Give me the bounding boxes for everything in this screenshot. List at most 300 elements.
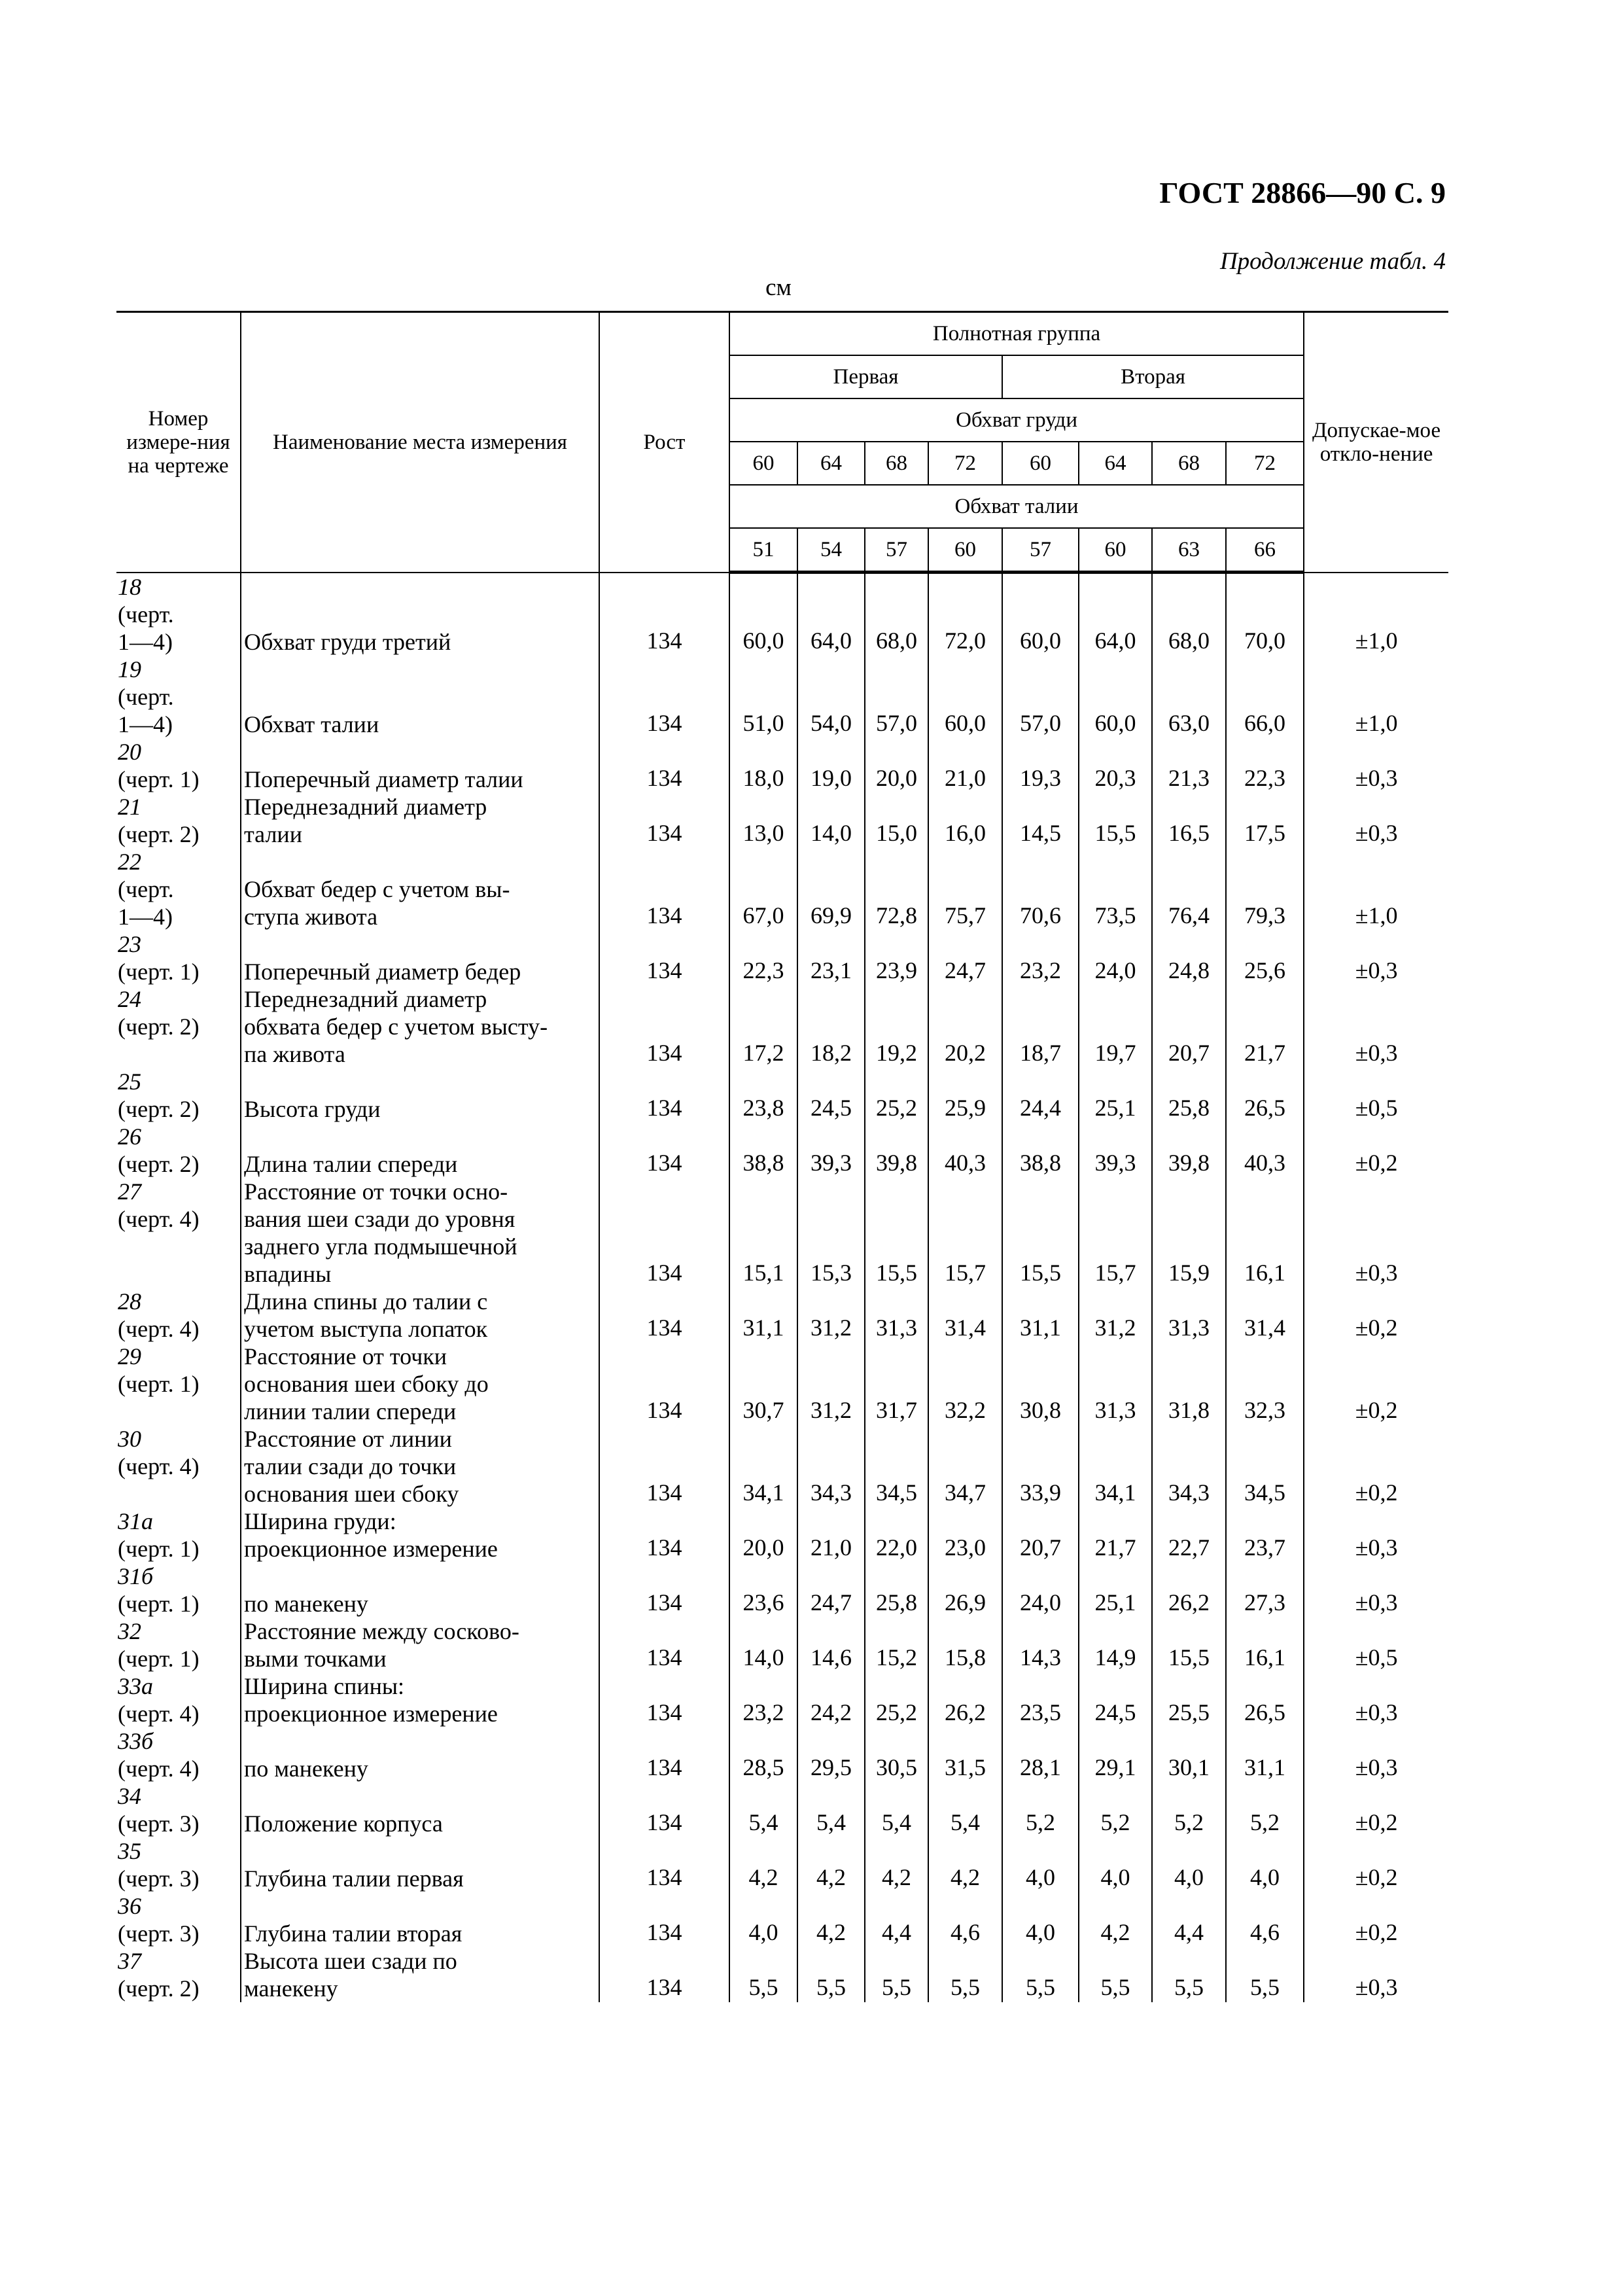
measure-value: 66,0 xyxy=(1226,656,1304,738)
measure-value: 5,5 xyxy=(865,1947,928,2002)
measure-number-cell xyxy=(116,573,241,656)
header-waist-value: 57 xyxy=(1002,528,1079,573)
measure-number: 37 xyxy=(118,1947,141,1974)
measure-value: 79,3 xyxy=(1226,848,1304,930)
header-waist-value: 63 xyxy=(1152,528,1226,573)
header-chest-value: 60 xyxy=(729,442,797,485)
measure-value: 4,4 xyxy=(1152,1892,1226,1947)
measure-value: 25,8 xyxy=(1152,1068,1226,1123)
height-value: 134 xyxy=(599,738,729,793)
measure-value: 69,9 xyxy=(797,848,865,930)
measure-value: 60,0 xyxy=(1079,656,1152,738)
measure-number: 35 xyxy=(118,1837,141,1864)
drawing-reference: (черт. 3) xyxy=(118,1920,200,1947)
measure-value: 30,7 xyxy=(729,1343,797,1425)
measure-value: 31,2 xyxy=(797,1288,865,1343)
measure-value: 39,8 xyxy=(865,1123,928,1178)
measure-value: 14,0 xyxy=(797,793,865,848)
measure-number-cell xyxy=(116,1672,241,1727)
measure-value: 23,0 xyxy=(928,1508,1002,1563)
measure-value: 31,1 xyxy=(1226,1727,1304,1782)
measure-value: 24,7 xyxy=(797,1563,865,1617)
tolerance-value: ±0,3 xyxy=(1304,1178,1448,1288)
drawing-reference: (черт. 4) xyxy=(118,1755,200,1782)
measure-value: 57,0 xyxy=(1002,656,1079,738)
measurements-table xyxy=(116,311,1448,2002)
measure-value: 4,0 xyxy=(1079,1837,1152,1892)
measure-value: 21,0 xyxy=(797,1508,865,1563)
table-continuation-note: Продолжение табл. 4 xyxy=(1219,248,1446,275)
measure-value: 38,8 xyxy=(729,1123,797,1178)
measure-value: 20,7 xyxy=(1152,985,1226,1068)
table-row xyxy=(116,1782,1448,1837)
table-row xyxy=(116,1727,1448,1782)
height-value: 134 xyxy=(599,1068,729,1123)
measure-value: 18,2 xyxy=(797,985,865,1068)
measure-value: 27,3 xyxy=(1226,1563,1304,1617)
tolerance-value: ±0,2 xyxy=(1304,1782,1448,1837)
measure-number: 28 xyxy=(118,1288,141,1315)
measure-value: 31,2 xyxy=(1079,1288,1152,1343)
measure-value: 5,4 xyxy=(865,1782,928,1837)
measure-number-cell xyxy=(116,1123,241,1178)
drawing-reference: (черт. 2) xyxy=(118,1013,200,1040)
measure-value: 15,7 xyxy=(1079,1178,1152,1288)
measure-number: 33а xyxy=(118,1672,153,1699)
measure-value: 15,5 xyxy=(1079,793,1152,848)
measure-name: Ширина груди: проекционное измерение xyxy=(241,1508,599,1563)
measure-number: 29 xyxy=(118,1343,141,1369)
measure-value: 60,0 xyxy=(928,656,1002,738)
measure-number-cell xyxy=(116,1563,241,1617)
measure-number-cell xyxy=(116,1727,241,1782)
table-row xyxy=(116,1672,1448,1727)
measure-name: Ширина спины: проекционное измерение xyxy=(241,1672,599,1727)
header-fullness-group: Полнотная группа xyxy=(729,312,1304,356)
measure-number: 24 xyxy=(118,985,141,1012)
measure-value: 15,0 xyxy=(865,793,928,848)
measure-value: 25,9 xyxy=(928,1068,1002,1123)
measure-name: Переднезадний диаметр обхвата бедер с учетом высту- па живота xyxy=(241,985,599,1068)
measure-value: 28,1 xyxy=(1002,1727,1079,1782)
measure-value: 23,9 xyxy=(865,930,928,985)
measure-value: 4,0 xyxy=(1152,1837,1226,1892)
measure-value: 5,2 xyxy=(1226,1782,1304,1837)
drawing-reference: (черт. 1) xyxy=(118,1370,200,1397)
tolerance-value: ±0,2 xyxy=(1304,1892,1448,1947)
measure-value: 5,2 xyxy=(1079,1782,1152,1837)
measure-value: 23,7 xyxy=(1226,1508,1304,1563)
tolerance-value: ±0,3 xyxy=(1304,930,1448,985)
measure-value: 31,4 xyxy=(928,1288,1002,1343)
measure-value: 20,0 xyxy=(729,1508,797,1563)
measure-value: 39,3 xyxy=(797,1123,865,1178)
measure-value: 5,5 xyxy=(928,1947,1002,2002)
measure-value: 23,6 xyxy=(729,1563,797,1617)
measure-name: Обхват талии xyxy=(241,656,599,738)
table-row xyxy=(116,1288,1448,1343)
measure-name: Глубина талии вторая xyxy=(241,1892,599,1947)
drawing-reference: (черт. 1) xyxy=(118,766,200,792)
height-value: 134 xyxy=(599,1782,729,1837)
measure-number-cell xyxy=(116,738,241,793)
measure-value: 23,5 xyxy=(1002,1672,1079,1727)
measure-value: 4,2 xyxy=(797,1892,865,1947)
measure-name: Расстояние от точки основания шеи сбоку до линии талии спереди xyxy=(241,1343,599,1425)
measure-value: 19,7 xyxy=(1079,985,1152,1068)
measure-value: 29,5 xyxy=(797,1727,865,1782)
measure-value: 26,2 xyxy=(1152,1563,1226,1617)
header-waist-value: 60 xyxy=(1079,528,1152,573)
measure-value: 21,0 xyxy=(928,738,1002,793)
measure-value: 21,3 xyxy=(1152,738,1226,793)
drawing-reference: (черт. 4) xyxy=(118,1700,200,1727)
measure-number: 21 xyxy=(118,793,141,820)
height-value: 134 xyxy=(599,1672,729,1727)
measure-number-cell xyxy=(116,1425,241,1508)
unit-label: см xyxy=(765,274,792,301)
measure-value: 15,9 xyxy=(1152,1178,1226,1288)
measure-value: 26,2 xyxy=(928,1672,1002,1727)
measure-value: 4,2 xyxy=(729,1837,797,1892)
measure-value: 24,0 xyxy=(1002,1563,1079,1617)
measure-value: 4,6 xyxy=(1226,1892,1304,1947)
measure-value: 34,5 xyxy=(1226,1425,1304,1508)
measure-value: 24,2 xyxy=(797,1672,865,1727)
measure-name: Расстояние от точки осно- вания шеи сзади до уровня заднего угла подмышечной впадины xyxy=(241,1178,599,1288)
measure-number-cell xyxy=(116,1508,241,1563)
measure-value: 26,5 xyxy=(1226,1672,1304,1727)
measure-value: 4,2 xyxy=(797,1837,865,1892)
header-tolerance: Допускае-мое откло-нение xyxy=(1304,312,1448,573)
drawing-reference: (черт. 4) xyxy=(118,1315,200,1342)
measure-value: 14,0 xyxy=(729,1617,797,1672)
drawing-reference: (черт. 2) xyxy=(118,1975,200,2002)
tolerance-value: ±0,3 xyxy=(1304,1563,1448,1617)
tolerance-value: ±0,3 xyxy=(1304,738,1448,793)
measure-number: 31б xyxy=(118,1563,154,1589)
measure-value: 22,0 xyxy=(865,1508,928,1563)
measure-value: 15,8 xyxy=(928,1617,1002,1672)
height-value: 134 xyxy=(599,793,729,848)
measure-number-cell xyxy=(116,656,241,738)
measure-value: 31,2 xyxy=(797,1343,865,1425)
table-row xyxy=(116,1892,1448,1947)
measure-name: Расстояние от линии талии сзади до точки основания шеи сбоку xyxy=(241,1425,599,1508)
table-row xyxy=(116,1563,1448,1617)
table-row xyxy=(116,573,1448,656)
header-waist-value: 54 xyxy=(797,528,865,573)
measure-value: 23,8 xyxy=(729,1068,797,1123)
header-group-second: Вторая xyxy=(1002,355,1304,398)
measure-value: 31,4 xyxy=(1226,1288,1304,1343)
measure-value: 16,5 xyxy=(1152,793,1226,848)
measure-value: 23,2 xyxy=(1002,930,1079,985)
tolerance-value: ±0,3 xyxy=(1304,1672,1448,1727)
measure-value: 34,1 xyxy=(729,1425,797,1508)
measure-number: 26 xyxy=(118,1123,141,1150)
header-waist-value: 57 xyxy=(865,528,928,573)
header-measure-name: Наименование места измерения xyxy=(241,312,599,573)
measure-name: Глубина талии первая xyxy=(241,1837,599,1892)
drawing-reference: (черт. 2) xyxy=(118,1095,200,1122)
measure-value: 20,2 xyxy=(928,985,1002,1068)
tolerance-value: ±0,2 xyxy=(1304,1288,1448,1343)
drawing-reference: (черт. 1) xyxy=(118,1645,200,1672)
height-value: 134 xyxy=(599,1343,729,1425)
header-waist-value: 51 xyxy=(729,528,797,573)
header-chest-value: 68 xyxy=(865,442,928,485)
measure-value: 34,3 xyxy=(797,1425,865,1508)
measure-number: 27 xyxy=(118,1178,141,1205)
measure-number-cell xyxy=(116,1782,241,1837)
tolerance-value: ±0,3 xyxy=(1304,793,1448,848)
table-row xyxy=(116,1617,1448,1672)
measure-number: 18 xyxy=(118,573,141,600)
measure-value: 22,3 xyxy=(729,930,797,985)
measure-number: 33б xyxy=(118,1727,154,1754)
tolerance-value: ±0,2 xyxy=(1304,1425,1448,1508)
measure-value: 54,0 xyxy=(797,656,865,738)
measure-value: 31,1 xyxy=(729,1288,797,1343)
measure-value: 4,0 xyxy=(729,1892,797,1947)
header-chest-value: 60 xyxy=(1002,442,1079,485)
measure-value: 4,0 xyxy=(1002,1892,1079,1947)
measure-value: 31,3 xyxy=(865,1288,928,1343)
drawing-reference: (черт. 3) xyxy=(118,1865,200,1892)
height-value: 134 xyxy=(599,1727,729,1782)
measure-name: Обхват груди третий xyxy=(241,573,599,656)
measure-value: 33,9 xyxy=(1002,1425,1079,1508)
measure-value: 39,3 xyxy=(1079,1123,1152,1178)
header-chest-girth: Обхват груди xyxy=(729,398,1304,442)
measure-value: 26,5 xyxy=(1226,1068,1304,1123)
height-value: 134 xyxy=(599,1892,729,1947)
height-value: 134 xyxy=(599,656,729,738)
measure-value: 5,4 xyxy=(797,1782,865,1837)
measure-value: 13,0 xyxy=(729,793,797,848)
measure-value: 26,9 xyxy=(928,1563,1002,1617)
measure-name: по манекену xyxy=(241,1563,599,1617)
measure-value: 72,0 xyxy=(928,573,1002,656)
height-value: 134 xyxy=(599,1617,729,1672)
table-row xyxy=(116,985,1448,1068)
measure-value: 4,4 xyxy=(865,1892,928,1947)
measure-value: 5,5 xyxy=(1002,1947,1079,2002)
measure-value: 24,4 xyxy=(1002,1068,1079,1123)
measure-value: 4,6 xyxy=(928,1892,1002,1947)
measure-value: 25,5 xyxy=(1152,1672,1226,1727)
measure-value: 24,5 xyxy=(797,1068,865,1123)
header-measure-number: Номер измере-ния на чертеже xyxy=(116,312,241,573)
measure-value: 17,2 xyxy=(729,985,797,1068)
tolerance-value: ±0,2 xyxy=(1304,1343,1448,1425)
measure-number-cell xyxy=(116,1892,241,1947)
table-row xyxy=(116,793,1448,848)
measure-number-cell xyxy=(116,1068,241,1123)
measure-value: 21,7 xyxy=(1079,1508,1152,1563)
height-value: 134 xyxy=(599,1425,729,1508)
measure-value: 14,6 xyxy=(797,1617,865,1672)
table-row xyxy=(116,1425,1448,1508)
header-group-first: Первая xyxy=(729,355,1002,398)
measure-name: Переднезадний диаметр талии xyxy=(241,793,599,848)
measure-value: 68,0 xyxy=(1152,573,1226,656)
measure-number-cell xyxy=(116,1288,241,1343)
measure-number: 36 xyxy=(118,1892,141,1919)
measure-value: 25,2 xyxy=(865,1672,928,1727)
measure-value: 73,5 xyxy=(1079,848,1152,930)
measure-value: 63,0 xyxy=(1152,656,1226,738)
header-height: Рост xyxy=(599,312,729,573)
header-waist-value: 66 xyxy=(1226,528,1304,573)
measure-value: 70,0 xyxy=(1226,573,1304,656)
table-row xyxy=(116,738,1448,793)
measure-name: Высота шеи сзади по манекену xyxy=(241,1947,599,2002)
measure-value: 19,2 xyxy=(865,985,928,1068)
table-row xyxy=(116,1343,1448,1425)
drawing-reference: (черт. 2) xyxy=(118,821,200,847)
table-row xyxy=(116,1947,1448,2002)
measure-value: 76,4 xyxy=(1152,848,1226,930)
measure-number: 34 xyxy=(118,1782,141,1809)
tolerance-value: ±0,2 xyxy=(1304,1123,1448,1178)
measure-value: 15,2 xyxy=(865,1617,928,1672)
measure-value: 15,3 xyxy=(797,1178,865,1288)
measure-value: 5,5 xyxy=(797,1947,865,2002)
measure-value: 29,1 xyxy=(1079,1727,1152,1782)
measure-value: 24,7 xyxy=(928,930,1002,985)
measure-name: Высота груди xyxy=(241,1068,599,1123)
measure-value: 5,5 xyxy=(1226,1947,1304,2002)
measure-number-cell xyxy=(116,1617,241,1672)
tolerance-value: ±0,2 xyxy=(1304,1837,1448,1892)
measure-value: 38,8 xyxy=(1002,1123,1079,1178)
tolerance-value: ±1,0 xyxy=(1304,573,1448,656)
drawing-reference: (черт. 1—4) xyxy=(118,875,174,930)
measure-value: 70,6 xyxy=(1002,848,1079,930)
measure-value: 21,7 xyxy=(1226,985,1304,1068)
height-value: 134 xyxy=(599,930,729,985)
height-value: 134 xyxy=(599,1563,729,1617)
measure-value: 15,5 xyxy=(865,1178,928,1288)
header-waist-girth: Обхват талии xyxy=(729,485,1304,528)
measure-value: 14,9 xyxy=(1079,1617,1152,1672)
measure-number-cell xyxy=(116,1343,241,1425)
drawing-reference: (черт. 1) xyxy=(118,1535,200,1562)
measure-name: Положение корпуса xyxy=(241,1782,599,1837)
height-value: 134 xyxy=(599,985,729,1068)
measure-value: 16,1 xyxy=(1226,1617,1304,1672)
measure-value: 25,8 xyxy=(865,1563,928,1617)
measure-name: Длина талии спереди xyxy=(241,1123,599,1178)
measure-value: 4,0 xyxy=(1002,1837,1079,1892)
drawing-reference: (черт. 3) xyxy=(118,1810,200,1837)
measure-value: 5,4 xyxy=(729,1782,797,1837)
measure-value: 31,5 xyxy=(928,1727,1002,1782)
measure-name: Длина спины до талии с учетом выступа лопаток xyxy=(241,1288,599,1343)
tolerance-value: ±0,3 xyxy=(1304,1727,1448,1782)
measure-name: Расстояние между сосково- выми точками xyxy=(241,1617,599,1672)
measure-number: 30 xyxy=(118,1425,141,1452)
measure-value: 17,5 xyxy=(1226,793,1304,848)
measure-value: 34,3 xyxy=(1152,1425,1226,1508)
table-row xyxy=(116,930,1448,985)
table-row xyxy=(116,1837,1448,1892)
measure-value: 25,1 xyxy=(1079,1563,1152,1617)
measure-value: 15,5 xyxy=(1152,1617,1226,1672)
height-value: 134 xyxy=(599,1947,729,2002)
measure-number: 19 xyxy=(118,656,141,682)
measure-value: 67,0 xyxy=(729,848,797,930)
tolerance-value: ±0,3 xyxy=(1304,1508,1448,1563)
measure-name: Обхват бедер с учетом вы- ступа живота xyxy=(241,848,599,930)
measure-number: 32 xyxy=(118,1617,141,1644)
tolerance-value: ±0,5 xyxy=(1304,1068,1448,1123)
page-header: ГОСТ 28866—90 С. 9 xyxy=(1159,176,1446,209)
drawing-reference: (черт. 1—4) xyxy=(118,683,174,737)
measure-value: 30,8 xyxy=(1002,1343,1079,1425)
measure-value: 39,8 xyxy=(1152,1123,1226,1178)
measure-value: 14,3 xyxy=(1002,1617,1079,1672)
measure-value: 25,6 xyxy=(1226,930,1304,985)
measure-name: Поперечный диаметр талии xyxy=(241,738,599,793)
measure-value: 20,3 xyxy=(1079,738,1152,793)
measure-value: 4,2 xyxy=(865,1837,928,1892)
measure-value: 31,3 xyxy=(1152,1288,1226,1343)
measure-value: 60,0 xyxy=(729,573,797,656)
measure-value: 25,2 xyxy=(865,1068,928,1123)
measure-value: 75,7 xyxy=(928,848,1002,930)
measure-name: Поперечный диаметр бедер xyxy=(241,930,599,985)
measure-number-cell xyxy=(116,1178,241,1288)
measure-value: 24,0 xyxy=(1079,930,1152,985)
tolerance-value: ±0,5 xyxy=(1304,1617,1448,1672)
drawing-reference: (черт. 2) xyxy=(118,1150,200,1177)
header-chest-value: 72 xyxy=(1226,442,1304,485)
measure-value: 28,5 xyxy=(729,1727,797,1782)
table-row xyxy=(116,656,1448,738)
height-value: 134 xyxy=(599,573,729,656)
measure-value: 4,0 xyxy=(1226,1837,1304,1892)
drawing-reference: (черт. 1) xyxy=(118,958,200,985)
measure-number-cell xyxy=(116,1947,241,2002)
table-row xyxy=(116,1068,1448,1123)
measure-value: 64,0 xyxy=(1079,573,1152,656)
measure-value: 31,1 xyxy=(1002,1288,1079,1343)
measure-number-cell xyxy=(116,848,241,930)
measure-number-cell xyxy=(116,793,241,848)
measure-value: 32,3 xyxy=(1226,1343,1304,1425)
measure-value: 31,7 xyxy=(865,1343,928,1425)
height-value: 134 xyxy=(599,1288,729,1343)
height-value: 134 xyxy=(599,848,729,930)
measure-value: 19,0 xyxy=(797,738,865,793)
tolerance-value: ±0,3 xyxy=(1304,985,1448,1068)
measure-value: 15,1 xyxy=(729,1178,797,1288)
measure-value: 16,0 xyxy=(928,793,1002,848)
header-chest-value: 64 xyxy=(797,442,865,485)
table-row xyxy=(116,1123,1448,1178)
measure-value: 4,2 xyxy=(1079,1892,1152,1947)
measure-value: 18,7 xyxy=(1002,985,1079,1068)
measure-value: 30,5 xyxy=(865,1727,928,1782)
measure-number: 23 xyxy=(118,930,141,957)
measure-value: 51,0 xyxy=(729,656,797,738)
measure-value: 22,7 xyxy=(1152,1508,1226,1563)
measure-value: 31,8 xyxy=(1152,1343,1226,1425)
table-row xyxy=(116,848,1448,930)
